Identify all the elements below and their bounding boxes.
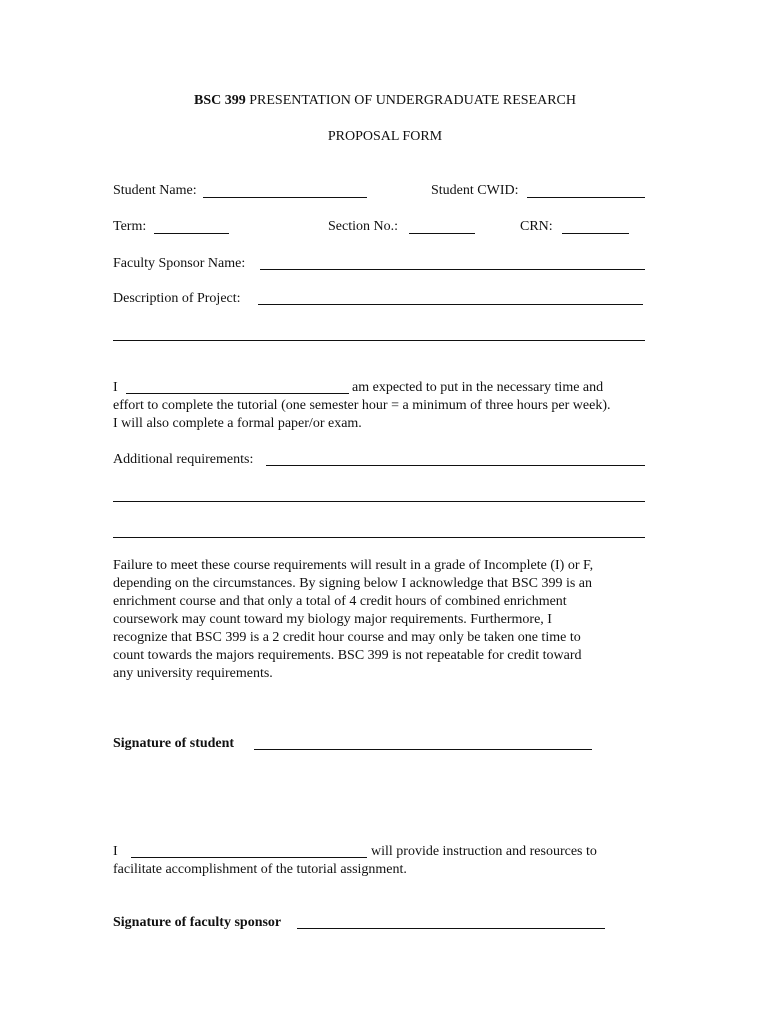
policy-line: Failure to meet these course requirements will result in a grade of Incomplete (I) or F, — [113, 558, 594, 573]
commitment-student-name-field[interactable] — [126, 393, 349, 394]
additional-requirements-label: Additional requirements: — [113, 452, 254, 467]
section-no-label: Section No.: — [328, 219, 398, 234]
sponsor-statement-name-field[interactable] — [131, 857, 367, 858]
student-cwid-label: Student CWID: — [431, 183, 519, 198]
sponsor-statement-line-2: facilitate accomplishment of the tutorial assignment. — [113, 862, 407, 877]
additional-requirements-field[interactable] — [266, 465, 645, 466]
policy-line: depending on the circumstances. By signing below I acknowledge that BSC 399 is an — [113, 576, 593, 591]
commitment-line-1: am expected to put in the necessary time and — [352, 380, 604, 395]
faculty-sponsor-name-label: Faculty Sponsor Name: — [113, 256, 246, 271]
title-text: PRESENTATION OF UNDERGRADUATE RESEARCH — [245, 93, 576, 108]
student-signature-field[interactable] — [254, 749, 592, 750]
description-of-project-field[interactable] — [258, 304, 643, 305]
sponsor-statement-prefix: I — [113, 844, 118, 859]
form-title — [0, 92, 770, 110]
form-subtitle: PROPOSAL FORM — [327, 129, 443, 144]
description-of-project-field-line-2[interactable] — [113, 340, 645, 341]
section-no-field[interactable] — [409, 233, 475, 234]
additional-requirements-field-line-3[interactable] — [113, 537, 645, 538]
crn-label: CRN: — [520, 219, 553, 234]
commitment-line-3: I will also complete a formal paper/or exam. — [113, 416, 362, 431]
sponsor-statement-line-1: will provide instruction and resources to — [371, 844, 597, 859]
signature-of-student-label — [113, 735, 234, 753]
signature-of-faculty-sponsor-text: Signature of faculty sponsor — [113, 915, 282, 930]
description-of-project-label: Description of Project: — [113, 291, 241, 306]
commitment-line-2: effort to complete the tutorial (one semester hour = a minimum of three hours per week). — [113, 398, 611, 413]
policy-line: count towards the majors requirements. BSC 399 is not repeatable for credit toward — [113, 648, 582, 663]
signature-of-faculty-sponsor-label — [113, 914, 281, 932]
policy-line: coursework may count toward my biology major requirements. Furthermore, I — [113, 612, 552, 627]
policy-line: recognize that BSC 399 is a 2 credit hour course and may only be taken one time to — [113, 630, 581, 645]
term-label: Term: — [113, 219, 147, 234]
student-name-label: Student Name: — [113, 183, 197, 198]
policy-line: enrichment course and that only a total of 4 credit hours of combined enrichment — [113, 594, 567, 609]
faculty-sponsor-name-field[interactable] — [260, 269, 645, 270]
policy-line: any university requirements. — [113, 666, 273, 681]
commitment-prefix: I — [113, 380, 118, 395]
policy-paragraph — [113, 557, 658, 683]
faculty-sponsor-signature-field[interactable] — [297, 928, 605, 929]
student-cwid-field[interactable] — [527, 197, 645, 198]
additional-requirements-field-line-2[interactable] — [113, 501, 645, 502]
term-field[interactable] — [154, 233, 229, 234]
student-name-field[interactable] — [203, 197, 367, 198]
crn-field[interactable] — [562, 233, 629, 234]
signature-of-student-text: Signature of student — [113, 736, 235, 751]
course-code: BSC 399 — [194, 93, 246, 108]
